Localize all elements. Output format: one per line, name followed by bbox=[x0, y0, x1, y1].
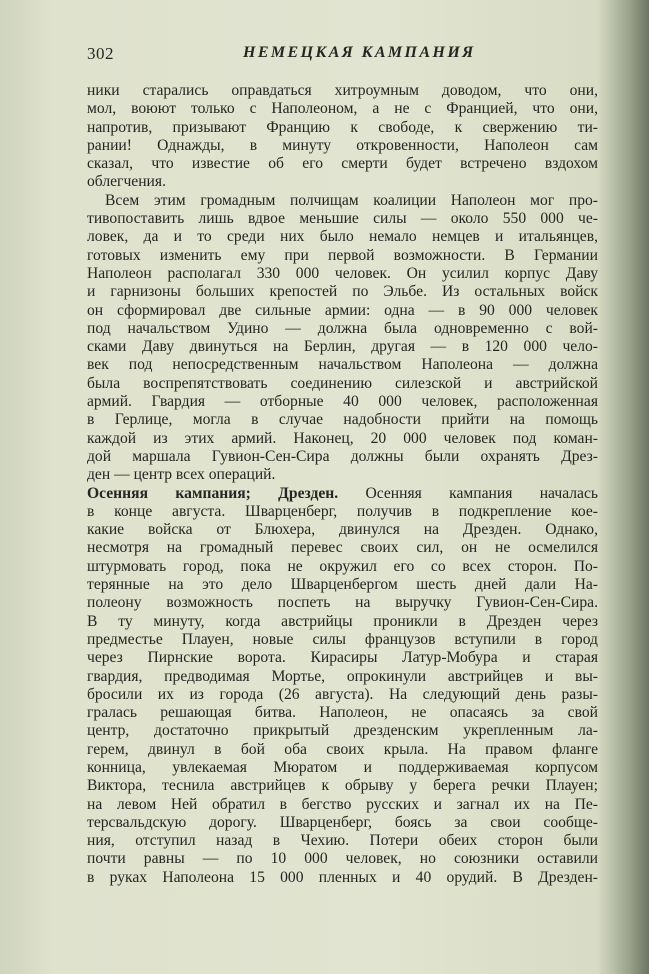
text-line: и гарнизоны больших крепостей по Эльбе. Из остальных войск bbox=[87, 283, 598, 301]
heading-line-rest: Осенняя кампания началась bbox=[365, 484, 598, 502]
text-line: облегчения. bbox=[87, 173, 166, 191]
text-line: каждой из этих армий. Наконец, 20 000 человек под коман- bbox=[87, 429, 598, 447]
text-line: тивопоставить лишь вдвое меньшие силы — около 550 000 че- bbox=[87, 210, 598, 228]
paragraph bbox=[87, 82, 598, 192]
text-line: была воспрепятствовать соединению силезской и австрийской bbox=[87, 374, 598, 392]
text-line: почти равны — по 10 000 человек, но союзники оставили bbox=[87, 850, 598, 868]
text-line: он сформировал две сильные армии: одна — в 90 000 человек bbox=[87, 301, 598, 319]
text-line: в конце августа. Шварценберг, получив в подкрепление кое- bbox=[87, 502, 598, 520]
text-line: сказал, что известие об его смерти будет встречено вздохом bbox=[87, 155, 598, 173]
text-line: готовых изменить ему при первой возможности. В Германии bbox=[87, 246, 598, 264]
text-line: какие войска от Блюхера, двинулся на Дрезден. Однако, bbox=[87, 521, 598, 539]
text-line: напротив, призывают Францию к свободе, к свержению ти- bbox=[87, 118, 598, 136]
text-line: мол, воюют только с Наполеоном, а не с Францией, что они, bbox=[87, 100, 598, 118]
text-line: в Герлице, могла в случае надобности прийти на помощь bbox=[87, 411, 598, 429]
text-line: дой маршала Гувион-Сен-Сира должны были охранять Дрез- bbox=[87, 447, 598, 465]
paragraph bbox=[87, 192, 598, 485]
text-line: центр, достаточно прикрытый дрезденским укрепленным ла- bbox=[87, 722, 598, 740]
page-header bbox=[87, 44, 607, 68]
text-line: век под непосредственным начальством Наполеона — должна bbox=[87, 356, 598, 374]
paragraph bbox=[87, 485, 598, 888]
text-line: под начальством Удино — должна была одновременно с вой- bbox=[87, 319, 598, 337]
text-line bbox=[87, 485, 598, 503]
text-line: полеону возможность поспеть на выручку Гувион-Сен-Сира. bbox=[87, 594, 598, 612]
text-line: несмотря на громадный перевес своих сил, он не осмелился bbox=[87, 539, 598, 557]
text-line: гралась решающая битва. Наполеон, не опасаясь за свой bbox=[87, 704, 598, 722]
text-line: Виктора, теснила австрийцев к обрыву у берега речки Плауен; bbox=[87, 777, 598, 795]
text-line: ния, отступил назад в Чехию. Потери обеих сторон были bbox=[87, 832, 598, 850]
body-text bbox=[87, 82, 598, 887]
text-line: Наполеон располагал 330 000 человек. Он усилил корпус Даву bbox=[87, 264, 598, 282]
text-line: через Пирнские ворота. Кирасиры Латур-Мобура и старая bbox=[87, 649, 598, 667]
section-heading: Осенняя кампания; Дрезден. bbox=[87, 484, 339, 502]
text-line: штурмовать город, пока не окружил его со всех сторон. По- bbox=[87, 557, 598, 575]
text-line: Всем этим громадным полчищам коалиции Наполеон мог про- bbox=[105, 191, 598, 209]
running-head: НЕМЕЦКАЯ КАМПАНИЯ bbox=[243, 44, 476, 61]
text-line: бросили их из города (26 августа). На следующий день разы- bbox=[87, 685, 598, 703]
text-line: в руках Наполеона 15 000 пленных и 40 орудий. В Дрезден- bbox=[87, 868, 598, 886]
text-line: гвардия, предводимая Мортье, опрокинули австрийцев и вы- bbox=[87, 667, 598, 685]
text-line: конница, увлекаемая Мюратом и поддерживаемая корпусом bbox=[87, 758, 598, 776]
text-line: предместье Плауен, новые силы французов вступили в город bbox=[87, 630, 598, 648]
text-line: В ту минуту, когда австрийцы проникли в Дрезден через bbox=[87, 612, 598, 630]
text-line: ники старались оправдаться хитроумным доводом, что они, bbox=[87, 82, 598, 99]
text-line: ловек, да и то среди них было немало немцев и итальянцев, bbox=[87, 228, 598, 246]
text-line: терсвальдскую дорогу. Шварценберг, боясь за свои сообще- bbox=[87, 813, 598, 831]
text-line: на левом Ней обратил в бегство русских и загнал их на Пе- bbox=[87, 795, 598, 813]
text-line: ден — центр всех операций. bbox=[87, 466, 276, 484]
text-line: рании! Однажды, в минуту откровенности, Наполеон сам bbox=[87, 136, 598, 154]
text-line: сками Даву двинуться на Берлин, другая — в 120 000 чело- bbox=[87, 338, 598, 356]
page-number: 302 bbox=[87, 44, 114, 63]
text-line: герем, двинул в бой оба своих крыла. На правом фланге bbox=[87, 740, 598, 758]
text-line: терянные на это дело Шварценбергом шесть дней дали На- bbox=[87, 576, 598, 594]
text-line: армий. Гвардия — отборные 40 000 человек, расположенная bbox=[87, 393, 598, 411]
